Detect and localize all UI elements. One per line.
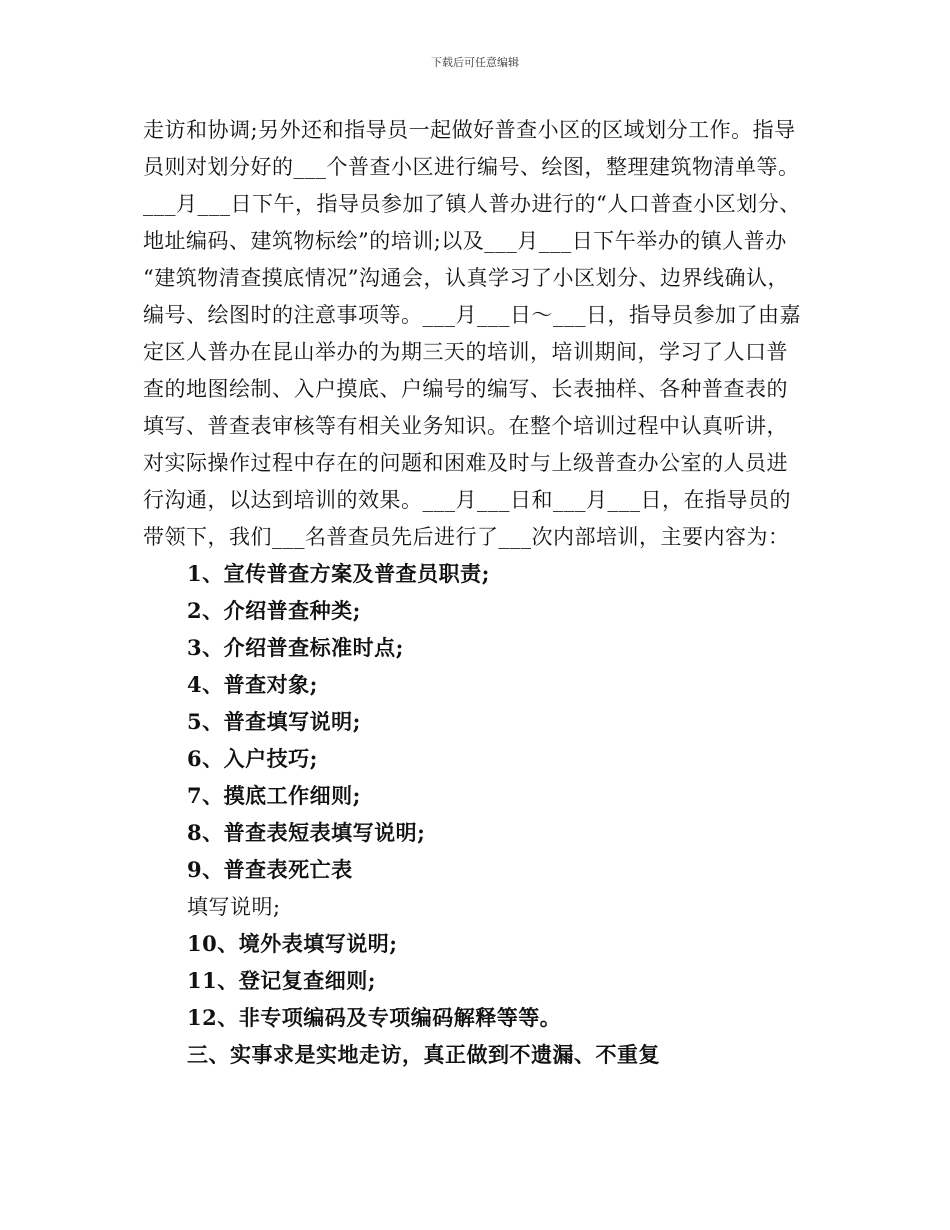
paragraph-line: 员则对划分好的___个普查小区进行编号、绘图，整理建筑物清单等。 xyxy=(143,155,800,179)
paragraph-line: 填写、普查表审核等有相关业务知识。在整个培训过程中认真听讲， xyxy=(143,414,788,438)
paragraph-line: ___月___日下午，指导员参加了镇人普办进行的“人口普查小区划分、 xyxy=(143,192,801,216)
list-item: 12、非专项编码及专项编码解释等等。 xyxy=(187,1005,562,1030)
list-item: 4、普查对象; xyxy=(187,672,318,697)
paragraph-line: 编号、绘图时的注意事项等。___月___日～___日，指导员参加了由嘉 xyxy=(143,303,801,327)
list-item: 7、摸底工作细则; xyxy=(187,783,361,808)
paragraph-line: 行沟通，以达到培训的效果。___月___日和___月___日，在指导员的 xyxy=(143,488,791,512)
list-item: 5、普查填写说明; xyxy=(187,709,361,734)
list-item: 3、介绍普查标准时点; xyxy=(187,635,404,660)
list-item: 2、介绍普查种类; xyxy=(187,598,361,623)
header-note: 下载后可任意编辑 xyxy=(431,56,519,69)
paragraph-line: “建筑物清查摸底情况”沟通会，认真学习了小区划分、边界线确认， xyxy=(143,266,789,290)
list-item: 10、境外表填写说明; xyxy=(187,931,398,956)
paragraph-line: 地址编码、建筑物标绘”的培训;以及___月___日下午举办的镇人普办 xyxy=(143,229,787,253)
list-item: 8、普查表短表填写说明; xyxy=(187,820,426,845)
paragraph-line: 走访和协调;另外还和指导员一起做好普查小区的区域划分工作。指导 xyxy=(143,118,796,142)
list-item: 9、普查表死亡表 xyxy=(187,857,353,882)
section-heading: 三、实事求是实地走访，真正做到不遗漏、不重复 xyxy=(187,1042,660,1067)
paragraph-line: 定区人普办在昆山举办的为期三天的培训，培训期间，学习了人口普 xyxy=(143,340,788,364)
paragraph-line: 查的地图绘制、入户摸底、户编号的编写、长表抽样、各种普查表的 xyxy=(143,377,788,401)
paragraph-line: 对实际操作过程中存在的问题和困难及时与上级普查办公室的人员进 xyxy=(143,451,788,475)
list-item: 1、宣传普查方案及普查员职责; xyxy=(187,561,490,586)
list-item: 11、登记复查细则; xyxy=(187,968,376,993)
list-item-continuation: 填写说明; xyxy=(187,895,281,919)
list-item: 6、入户技巧; xyxy=(187,746,318,771)
paragraph-line: 带领下，我们___名普查员先后进行了___次内部培训，主要内容为： xyxy=(143,525,790,549)
